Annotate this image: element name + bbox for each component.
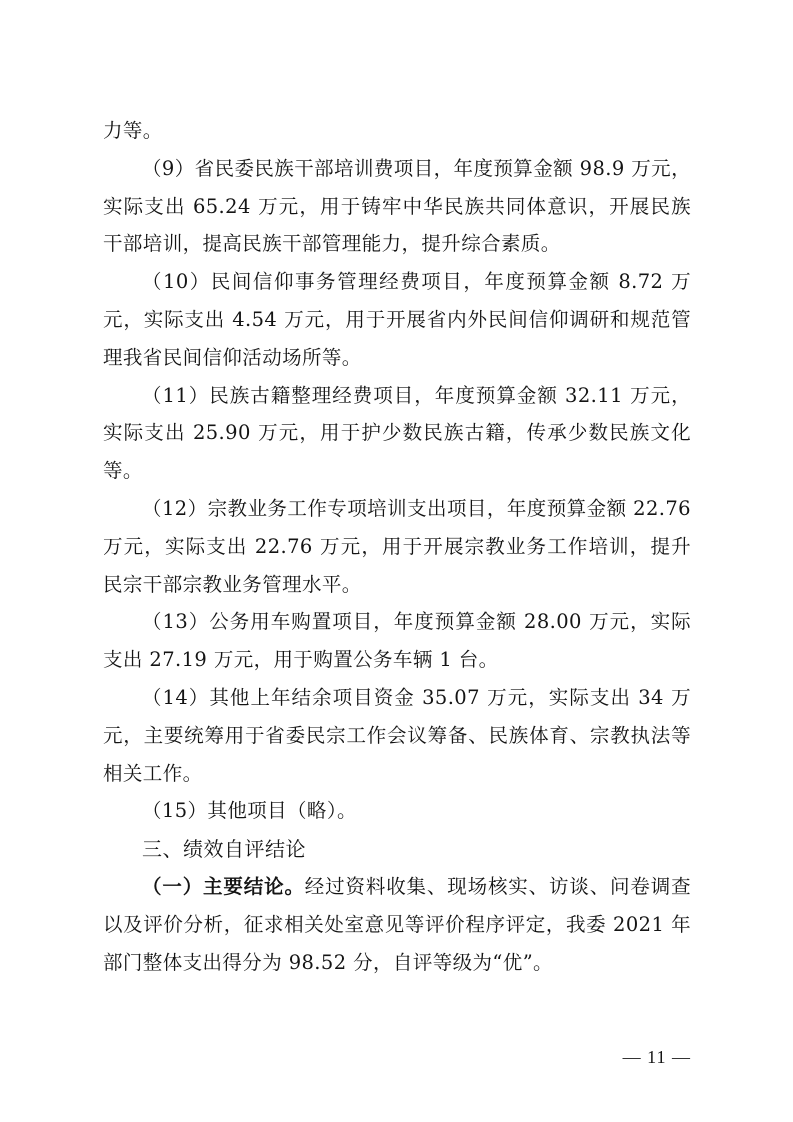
paragraph-item-12: （12）宗教业务工作专项培训支出项目，年度预算金额 22.76 万元，实际支出 22.76 万元，用于开展宗教业务工作培训，提升民宗干部宗教业务管理水平。 [103, 496, 691, 596]
paragraph-item-13: （13）公务用车购置项目，年度预算金额 28.00 万元，实际支出 27.19 万元，用于购置公务车辆 1 台。 [103, 610, 691, 672]
section-heading: 三、绩效自评结论 [142, 837, 306, 862]
paragraph-item-15: （15）其他项目（略）。 [142, 799, 357, 823]
paragraph-continuation: 力等。 [103, 119, 163, 142]
conclusion-text: 经过资料收集、现场核实、访谈、问卷调查以及评价分析，征求相关处室意见等评价程序评定，我委 2021 年部门整体支出得分为 98.52 分，自评等级为“优”。 [103, 875, 691, 974]
paragraph-item-14: （14）其他上年结余项目资金 35.07 万元，实际支出 34 万元，主要统筹用于省委民宗工作会议筹备、民族体育、宗教执法等相关工作。 [103, 685, 691, 785]
document-body [103, 112, 691, 982]
conclusion-paragraph [103, 868, 691, 981]
paragraph-item-9: （9）省民委民族干部培训费项目，年度预算金额 98.9 万元，实际支出 65.24 万元，用于铸牢中华民族共同体意识，开展民族干部培训，提高民族干部管理能力，提升综合素质。 [103, 156, 691, 256]
conclusion-label: （一）主要结论。 [142, 875, 305, 899]
page-number: — 11 — [622, 1047, 691, 1067]
paragraph-item-10: （10）民间信仰事务管理经费项目，年度预算金额 8.72 万元，实际支出 4.54 万元，用于开展省内外民间信仰调研和规范管理我省民间信仰活动场所等。 [103, 270, 691, 369]
paragraph-item-11: （11）民族古籍整理经费项目，年度预算金额 32.11 万元，实际支出 25.90 万元，用于护少数民族古籍，传承少数民族文化等。 [103, 383, 691, 483]
